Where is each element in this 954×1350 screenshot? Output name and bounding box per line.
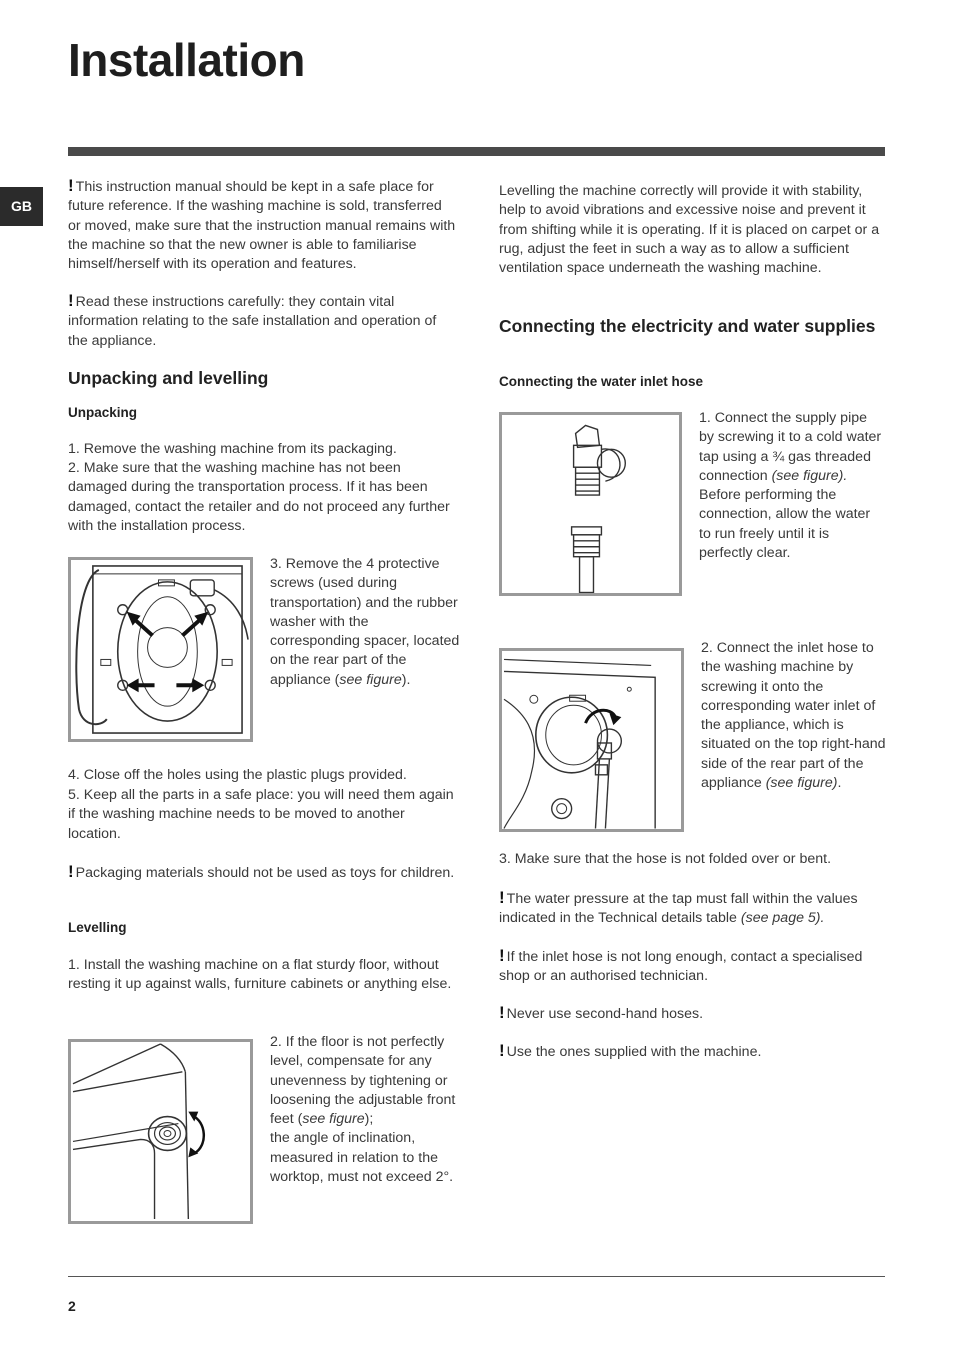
unpack-step-3: 3. Remove the 4 protective screws (used during transportation) and the rubber washer with the corresponding spacer, located on the rear part of the appliance (see figure).	[270, 556, 460, 688]
water-tap-illustration	[502, 415, 679, 593]
figure-adjustable-foot	[68, 1039, 253, 1224]
warning-mark: !	[68, 176, 74, 195]
connector-icon	[595, 729, 621, 828]
inlet-connection-illustration	[502, 651, 681, 829]
subheading-levelling: Levelling	[68, 920, 127, 935]
inlet-step-2: 2. Connect the inlet hose to the washing machine by screwing it onto the corresponding water inlet of the appliance, which is situated on the top right-hand side of the rear part of the appliance (see figure).	[701, 640, 886, 792]
tap-icon	[574, 425, 626, 495]
unpack-step-4: 4. Close off the holes using the plastic plugs provided.	[68, 767, 407, 783]
figure-water-tap	[499, 412, 682, 596]
level-step-1: 1. Install the washing machine on a flat sturdy floor, without resting it up against walls, furniture cabinets or anything else.	[68, 957, 452, 993]
figure-rear-screws	[68, 557, 253, 742]
inlet-step-1: 1. Connect the supply pipe by screwing it to a cold water tap using a ¾ gas threaded connection (see figure). Before performing the connection, allow the water to run freely until it is perfectly clear.	[699, 410, 882, 562]
unpack-step-2: 2. Make sure that the washing machine has not been damaged during the transportation process. If it has been damaged, contact the retailer and do not proceed any further with the installation process.	[68, 460, 450, 534]
section-heading-unpacking: Unpacking and levelling	[68, 368, 269, 388]
bottom-rule	[68, 1276, 885, 1277]
top-rule	[68, 147, 885, 156]
warning-mark: !	[499, 1003, 505, 1022]
warning-hose-length: ! If the inlet hose is not long enough, contact a specialised shop or an authorised technician.	[499, 946, 863, 985]
warning-supplied-hoses: ! Use the ones supplied with the machine.	[499, 1041, 762, 1060]
subheading-unpacking: Unpacking	[68, 405, 138, 420]
levelling-note: Levelling the machine correctly will provide it with stability, help to avoid vibrations and excessive noise and prevent it from shifting while it is operating. If it is placed on carpet or a rug, adjust the feet in such a way as to allow a sufficient ventilation space underneath the washing machine.	[499, 183, 880, 277]
page-number: 2	[68, 1298, 76, 1314]
section-heading-connecting: Connecting the electricity and water supplies	[499, 316, 876, 336]
foot-icon	[149, 1117, 187, 1151]
intro-warning-1: ! This instruction manual should be kept in a safe place for future reference. If the washing machine is sold, transferred or moved, make sure that the instruction manual remains with the machine so that the new owner is able to familiarise himself/herself with its operation and features.	[68, 176, 456, 273]
unpack-step-1: 1. Remove the washing machine from its packaging.	[68, 441, 397, 457]
figure-inlet-connection	[499, 648, 684, 832]
warning-mark: !	[499, 1041, 505, 1060]
warning-second-hand: ! Never use second-hand hoses.	[499, 1003, 704, 1022]
intro-warning-2: ! Read these instructions carefully: they contain vital information relating to the safe installation and operation of the appliance.	[68, 291, 437, 349]
warning-mark: !	[499, 946, 505, 965]
warning-mark: !	[499, 888, 505, 907]
inlet-step-3: 3. Make sure that the hose is not folded over or bent.	[499, 851, 832, 867]
rear-screws-illustration	[71, 560, 250, 739]
page-title: Installation	[68, 34, 305, 86]
warning-mark: !	[68, 291, 74, 310]
level-step-2: 2. If the floor is not perfectly level, compensate for any unevenness by tightening or loosening the adjustable front feet (see figure); the angle of inclination, measured in relation to the worktop, must not exceed 2°.	[270, 1034, 456, 1186]
packaging-warning: ! Packaging materials should not be used as toys for children.	[68, 862, 455, 881]
language-tab: GB	[0, 187, 43, 226]
warning-mark: !	[68, 862, 74, 881]
subheading-inlet-hose: Connecting the water inlet hose	[499, 374, 704, 389]
warning-pressure: ! The water pressure at the tap must fall within the values indicated in the Technical details table (see page 5).	[499, 888, 858, 927]
unpack-step-5: 5. Keep all the parts in a safe place: you will need them again if the washing machine needs to be moved to another location.	[68, 787, 454, 842]
hose-connector-icon	[572, 527, 602, 593]
rotate-arrow-icon	[192, 1116, 203, 1154]
arrow-icon	[127, 612, 209, 693]
adjustable-foot-illustration	[71, 1042, 250, 1221]
